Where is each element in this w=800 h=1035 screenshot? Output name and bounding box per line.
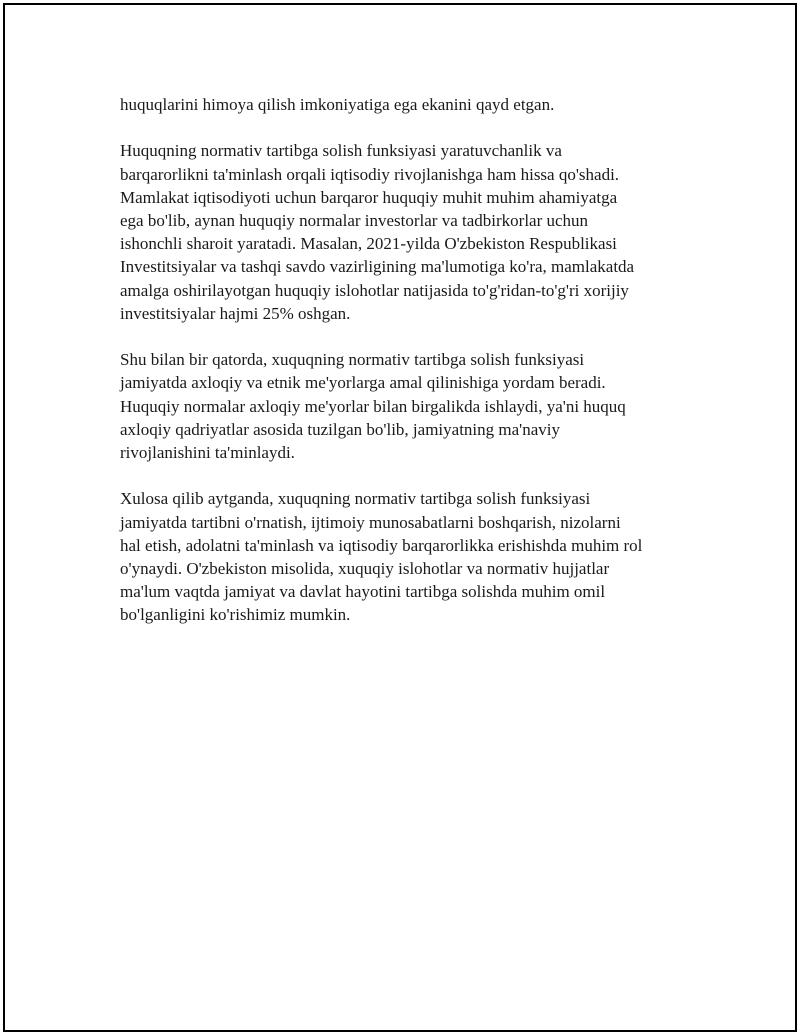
text-line: Huquqning normativ tartibga solish funksiyasi yaratuvchanlik va xyxy=(120,141,562,161)
paragraph-2 xyxy=(120,139,695,325)
paragraph-3 xyxy=(120,348,695,464)
text-line: Huquqiy normalar axloqiy me'yorlar bilan birgalikda ishlaydi, ya'ni huquq xyxy=(120,396,626,416)
text-line: Mamlakat iqtisodiyoti uchun barqaror huquqiy muhit muhim ahamiyatga xyxy=(120,187,618,207)
document-page xyxy=(3,3,797,1032)
text-line: o'ynaydi. O'zbekiston misolida, xuquqiy islohotlar va normativ hujjatlar xyxy=(120,559,610,579)
text-line: huquqlarini himoya qilish imkoniyatiga ega ekanini qayd etgan. xyxy=(120,95,555,114)
text-line: ega bo'lib, aynan huquqiy normalar investorlar va tadbirkorlar uchun xyxy=(120,211,589,230)
text-line: Xulosa qilib aytganda, xuquqning normativ tartibga solish funksiyasi xyxy=(120,489,591,509)
text-line: ma'lum vaqtda jamiyat va davlat hayotini tartibga solishda muhim omil xyxy=(120,582,606,602)
paragraph-4 xyxy=(120,487,695,626)
text-line: jamiyatda axloqiy va etnik me'yorlarga amal qilinishiga yordam beradi. xyxy=(120,373,606,393)
text-line: Investitsiyalar va tashqi savdo vazirligining ma'lumotiga ko'ra, mamlakatda xyxy=(120,257,635,277)
text-line: Shu bilan bir qatorda, xuquqning normativ tartibga solish funksiyasi xyxy=(120,350,585,370)
text-line: barqarorlikni ta'minlash orqali iqtisodiy rivojlanishga ham hissa qo'shadi. xyxy=(120,164,620,184)
text-line: jamiyatda tartibni o'rnatish, ijtimoiy munosabatlarni boshqarish, nizolarni xyxy=(120,512,621,532)
text-line: amalga oshirilayotgan huquqiy islohotlar natijasida to'g'ridan-to'g'ri xorijiy xyxy=(120,280,629,300)
text-line: investitsiyalar hajmi 25% oshgan. xyxy=(120,303,351,323)
paragraph-1 xyxy=(120,93,695,116)
text-line: axloqiy qadriyatlar asosida tuzilgan bo'lib, jamiyatning ma'naviy xyxy=(120,419,560,439)
text-line: hal etish, adolatni ta'minlash va iqtisodiy barqarorlikka erishishda muhim rol xyxy=(120,535,643,555)
text-line: rivojlanishini ta'minlaydi. xyxy=(120,443,295,463)
text-line: bo'lganligini ko'rishimiz mumkin. xyxy=(120,605,351,625)
text-line: ishonchli sharoit yaratadi. Masalan, 2021-yilda O'zbekiston Respublikasi xyxy=(120,234,617,254)
document-body xyxy=(120,93,695,650)
